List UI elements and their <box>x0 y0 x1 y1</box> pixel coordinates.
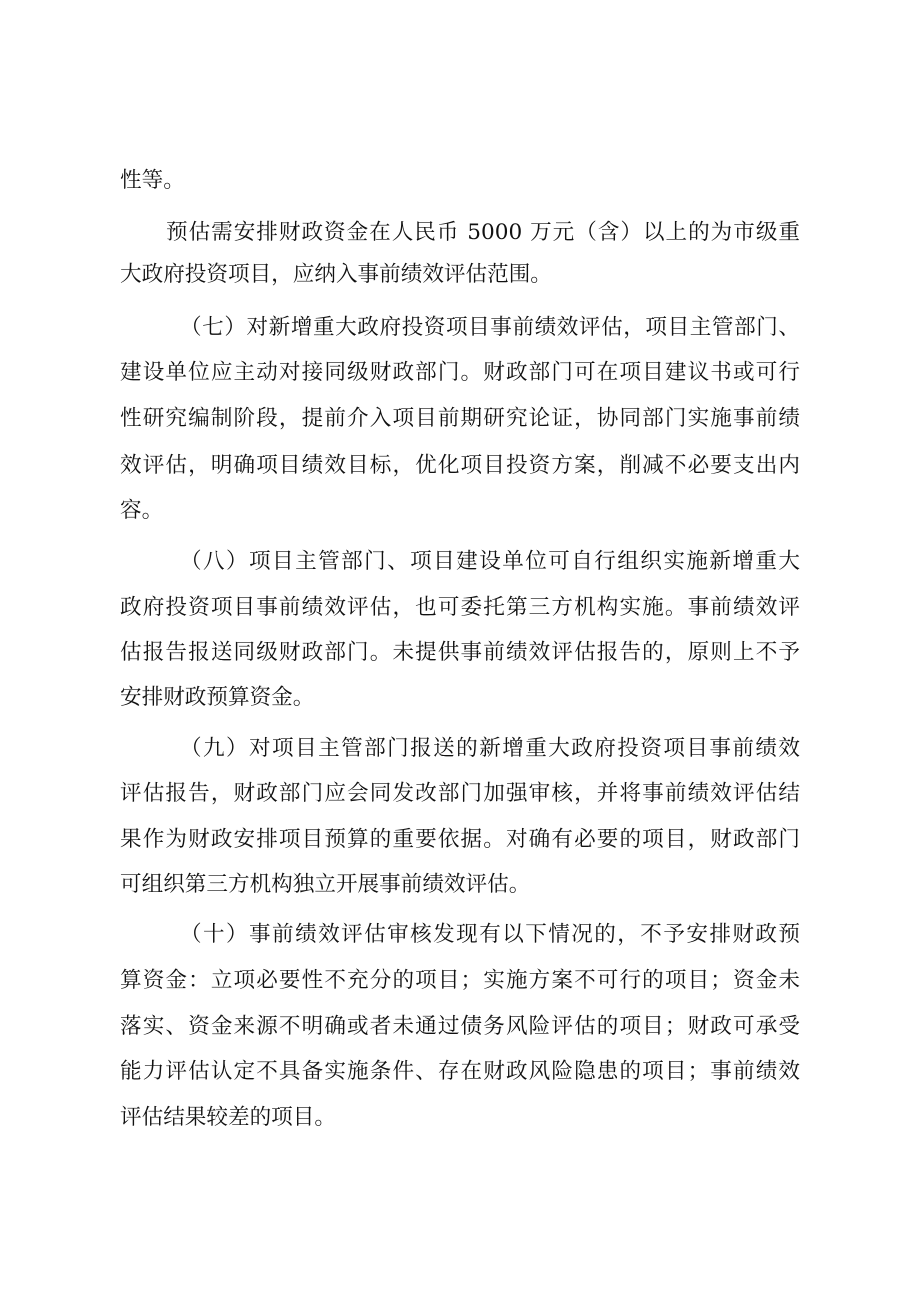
body-text-line: 效评估，明确项目绩效目标，优化项目投资方案，削减不必要支出内 <box>120 453 800 478</box>
body-text-line: 大政府投资项目，应纳入事前绩效评估范围。 <box>120 262 552 287</box>
body-text-line: （七）对新增重大政府投资项目事前绩效评估，项目主管部门、 <box>180 315 800 340</box>
body-text-line: 可组织第三方机构独立开展事前绩效评估。 <box>120 872 531 897</box>
body-text-line: （八）项目主管部门、项目建设单位可自行组织实施新增重大 <box>180 549 800 574</box>
body-text-line: 果作为财政安排项目预算的重要依据。对确有必要的项目，财政部门 <box>120 827 800 852</box>
body-text-line: 性研究编制阶段，提前介入项目前期研究论证，协同部门实施事前绩 <box>120 406 800 431</box>
body-text-line: 评估报告，财政部门应会同发改部门加强审核，并将事前绩效评估结 <box>120 781 800 806</box>
body-text-line: 落实、资金来源不明确或者未通过债务风险评估的项目；财政可承受 <box>120 1014 800 1039</box>
body-text-line: 评估结果较差的项目。 <box>120 1105 336 1130</box>
body-text-line: 建设单位应主动对接同级财政部门。财政部门可在项目建议书或可行 <box>120 360 800 385</box>
body-text-line: （九）对项目主管部门报送的新增重大政府投资项目事前绩效 <box>180 736 800 761</box>
body-text-line: 性等。 <box>120 168 185 193</box>
body-text-line: 算资金：立项必要性不充分的项目；实施方案不可行的项目；资金未 <box>120 968 800 993</box>
body-text-line: 估报告报送同级财政部门。未提供事前绩效评估报告的，原则上不予 <box>120 640 800 665</box>
body-text-line: 能力评估认定不具备实施条件、存在财政风险隐患的项目；事前绩效 <box>120 1059 800 1084</box>
body-text-line: 安排财政预算资金。 <box>120 685 315 710</box>
body-text-line: 容。 <box>120 498 164 523</box>
body-text-line: （十）事前绩效评估审核发现有以下情况的，不予安排财政预 <box>180 922 800 947</box>
body-text-line: 预估需安排财政资金在人民币 5000 万元（含）以上的为市级重 <box>166 220 800 245</box>
body-text-line: 政府投资项目事前绩效评估，也可委托第三方机构实施。事前绩效评 <box>120 595 800 620</box>
